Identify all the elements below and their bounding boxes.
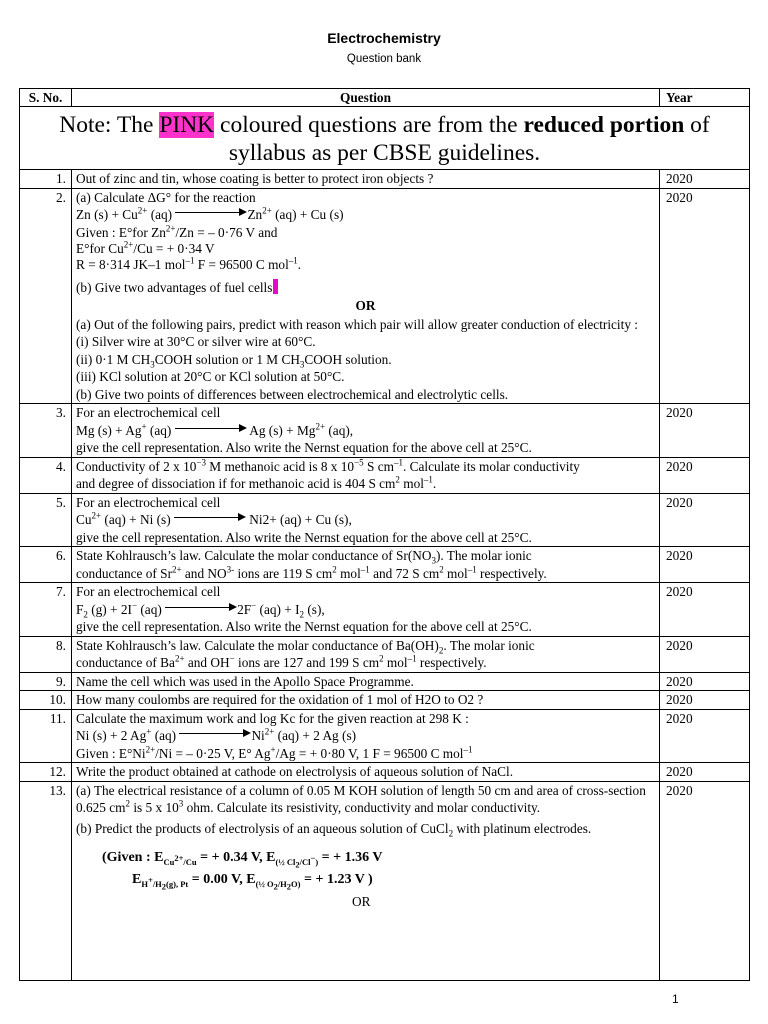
note-row: [20, 107, 750, 170]
given-values-image: (Given : $E_{Cu^{2+}/Cu}$ = + 0.34 V, $E_{(\frac{1}{2} Cl_2/Cl^-)}$ = + 1.36 V $E_{H^+/H_2(g), Pt} = 0.00$ V, $E_{(\frac{1}{2} O_2/H_2O)}$ = + 1.23 V ): [102, 850, 383, 892]
question-text: Name the cell which was used in the Apollo Space Programme.: [72, 672, 660, 691]
question-text: (a) Calculate ΔG° for the reaction Zn $(s) + Cu^{2+}$ (aq) $Zn^{2+}$ (aq) + Cu (s) Given : E°for $Zn^{2+}/Zn$ = – 0·76 V and E°for $Cu^{2+}/Cu$ = + 0·34 V R = 8·314 JK–1 mol$^{-1}$ F = 96500 C mol$^{-1}$. (b) Give two advantages of fuel cells OR (a) Out of the following pairs, predict with reason which pair will allow greater conduction of electricity : (i) Silver wire at 30°C or silver wire at 60°C. (ii) 0·1 M $CH_3COOH$ solution or 1 M $CH_3COOH$ solution. (iii) KCl solution at 20°C or KCl solution at 50°C. (b) Give two points of differences between electrochemical and electrolytic cells.: [72, 188, 660, 404]
page-title: Electrochemistry: [327, 30, 441, 46]
question-text: Write the product obtained at cathode on electrolysis of aqueous solution of NaCl.: [72, 763, 660, 782]
table-row: 9. Name the cell which was used in the Apollo Space Programme. 2020: [20, 672, 750, 691]
note-cell: Note: The PINK coloured questions are from the reduced portion of syllabus as per CBSE guidelines.: [20, 107, 750, 170]
question-text: State Kohlrausch’s law. Calculate the molar conductance of $Sr(NO_3)$. The molar ionic conductance of $Sr^{2+}$ and $NO^{3-}$ ions are 119 S $cm^2$ mol$^{-1}$ and 72 S $cm^2$ mol$^{-1}$ respectively.: [72, 547, 660, 583]
question-text: For an electrochemical cell Mg (s) + Ag+ (aq) Ag $(s) + Mg^{2+}$ (aq), give the cell representation. Also write the Nernst equation for the above cell at 25°C.: [72, 404, 660, 458]
question-text: (a) The electrical resistance of a column of 0.05 M KOH solution of length 50 cm and area of cross-section 0.625 $cm^2$ is 5 x $10^3$ ohm. Calculate its resistivity, conductivity and molar conductivity. (b) Predict the products of electrolysis of an aqueous solution of CuCl$_2$ with platinum electrodes. (Given : $E_{Cu^{2+}/Cu}$ = + 0.34 V, $E_{(\frac{1}{2} Cl_2/Cl^-)}$ = + 1.36 V $E_{H^+/H_2(g), Pt} = 0.00$ V, $E_{(\frac{1}{2} O_2/H_2O)}$ = + 1.23 V ) OR: [72, 781, 660, 980]
question-text: How many coulombs are required for the oxidation of 1 mol of H2O to O2 ?: [72, 691, 660, 710]
table-row: 2. (a) Calculate ΔG° for the reaction Zn $(s) + Cu^{2+}$ (aq) $Zn^{2+}$ (aq) + Cu (s) Given : E°for $Zn^{2+}/Zn$ = – 0·76 V and E°for $Cu^{2+}/Cu$ = + 0·34 V R = 8·314 JK–1 mol$^{-1}$ F = 96500 C mol$^{-1}$. (b) Give two advantages of fuel cells OR (a) Out of the following pairs, predict with reason which pair will allow greater conduction of electricity : (i) Silver wire at 30°C or silver wire at 60°C. (ii) 0·1 M $CH_3COOH$ solution or 1 M $CH_3COOH$ solution. (iii) KCl solution at 20°C or KCl solution at 50°C. (b) Give two points of differences between electrochemical and electrolytic cells. 2020: [20, 188, 750, 404]
reaction-arrow-icon: [179, 729, 251, 739]
question-text: State Kohlrausch’s law. Calculate the molar conductance of $Ba(OH)_2$. The molar ionic conductance of $Ba^{2+}$ and OH− ions are 127 and 199 S $cm^2$ mol$^{-1}$ respectively.: [72, 636, 660, 672]
question-text: Out of zinc and tin, whose coating is better to protect iron objects ?: [72, 170, 660, 189]
question-table: [19, 88, 750, 981]
pink-highlight: PINK: [159, 112, 215, 138]
page-number: 1: [672, 992, 679, 1006]
table-row: 11. Calculate the maximum work and log Kc for the given reaction at 298 K : Ni (s) + 2 Ag+ (aq) $Ni^{2+}$ (aq) + 2 Ag (s) Given : $E^\circ Ni^{2+}/Ni$ = – 0·25 V, E° Ag+/Ag = + 0·80 V, 1 F = 96500 C mol$^{-1}$ 2020: [20, 709, 750, 763]
question-text: Calculate the maximum work and log Kc for the given reaction at 298 K : Ni (s) + 2 Ag+ (aq) $Ni^{2+}$ (aq) + 2 Ag (s) Given : $E^\circ Ni^{2+}/Ni$ = – 0·25 V, E° Ag+/Ag = + 0·80 V, 1 F = 96500 C mol$^{-1}$: [72, 709, 660, 763]
question-text: For an electrochemical cell $F_2$ (g) + 2I− (aq) 2F− $(aq) + I_2$ (s), give the cell representation. Also write the Nernst equation for the above cell at 25°C.: [72, 583, 660, 637]
pink-marker: [273, 279, 278, 294]
table-row: 3. For an electrochemical cell Mg (s) + Ag+ (aq) Ag $(s) + Mg^{2+}$ (aq), give the cell representation. Also write the Nernst equation for the above cell at 25°C. 2020: [20, 404, 750, 458]
reaction-arrow-icon: [175, 208, 247, 218]
year-header: Year: [660, 89, 750, 107]
reaction-arrow-icon: [165, 603, 237, 613]
table-row: 6. State Kohlrausch’s law. Calculate the molar conductance of $Sr(NO_3)$. The molar ionic conductance of $Sr^{2+}$ and $NO^{3-}$ ions are 119 S $cm^2$ mol$^{-1}$ and 72 S $cm^2$ mol$^{-1}$ respectively. 2020: [20, 547, 750, 583]
table-row: 7. For an electrochemical cell $F_2$ (g) + 2I− (aq) 2F− $(aq) + I_2$ (s), give the cell representation. Also write the Nernst equation for the above cell at 25°C. 2020: [20, 583, 750, 637]
table-row: 4. Conductivity of 2 x $10^{-3}$ M methanoic acid is 8 x $10^{-5}$ S $cm^{-1}$. Calculate its molar conductivity and degree of dissociation if for methanoic acid is 404 S $cm^2$ mol$^{-1}$. 2020: [20, 457, 750, 493]
page-subtitle: Question bank: [346, 53, 422, 65]
question-header: Question: [72, 89, 660, 107]
question-text: For an electrochemical cell $Cu^{2+}$ (aq) + Ni (s) Ni2+ (aq) + Cu (s), give the cell representation. Also write the Nernst equation for the above cell at 25°C.: [72, 493, 660, 547]
sno-header: S. No.: [20, 89, 72, 107]
question-text: Conductivity of 2 x $10^{-3}$ M methanoic acid is 8 x $10^{-5}$ S $cm^{-1}$. Calculate its molar conductivity and degree of dissociation if for methanoic acid is 404 S $cm^2$ mol$^{-1}$.: [72, 457, 660, 493]
table-row: 5. For an electrochemical cell $Cu^{2+}$ (aq) + Ni (s) Ni2+ (aq) + Cu (s), give the cell representation. Also write the Nernst equation for the above cell at 25°C. 2020: [20, 493, 750, 547]
table-row: 10. How many coulombs are required for the oxidation of 1 mol of H2O to O2 ? 2020: [20, 691, 750, 710]
table-row: 8. State Kohlrausch’s law. Calculate the molar conductance of $Ba(OH)_2$. The molar ionic conductance of $Ba^{2+}$ and OH− ions are 127 and 199 S $cm^2$ mol$^{-1}$ respectively. 2020: [20, 636, 750, 672]
table-header-row: [20, 89, 750, 107]
table-row: 13. (a) The electrical resistance of a column of 0.05 M KOH solution of length 50 cm and area of cross-section 0.625 $cm^2$ is 5 x $10^3$ ohm. Calculate its resistivity, conductivity and molar conductivity. (b) Predict the products of electrolysis of an aqueous solution of CuCl$_2$ with platinum electrodes. (Given : $E_{Cu^{2+}/Cu}$ = + 0.34 V, $E_{(\frac{1}{2} Cl_2/Cl^-)}$ = + 1.36 V $E_{H^+/H_2(g), Pt} = 0.00$ V, $E_{(\frac{1}{2} O_2/H_2O)}$ = + 1.23 V ) OR 2020: [20, 781, 750, 980]
table-row: 1. Out of zinc and tin, whose coating is better to protect iron objects ? 2020: [20, 170, 750, 189]
table-row: 12. Write the product obtained at cathode on electrolysis of aqueous solution of NaCl. 2020: [20, 763, 750, 782]
reaction-arrow-icon: [175, 424, 247, 434]
reaction-arrow-icon: [174, 513, 246, 523]
